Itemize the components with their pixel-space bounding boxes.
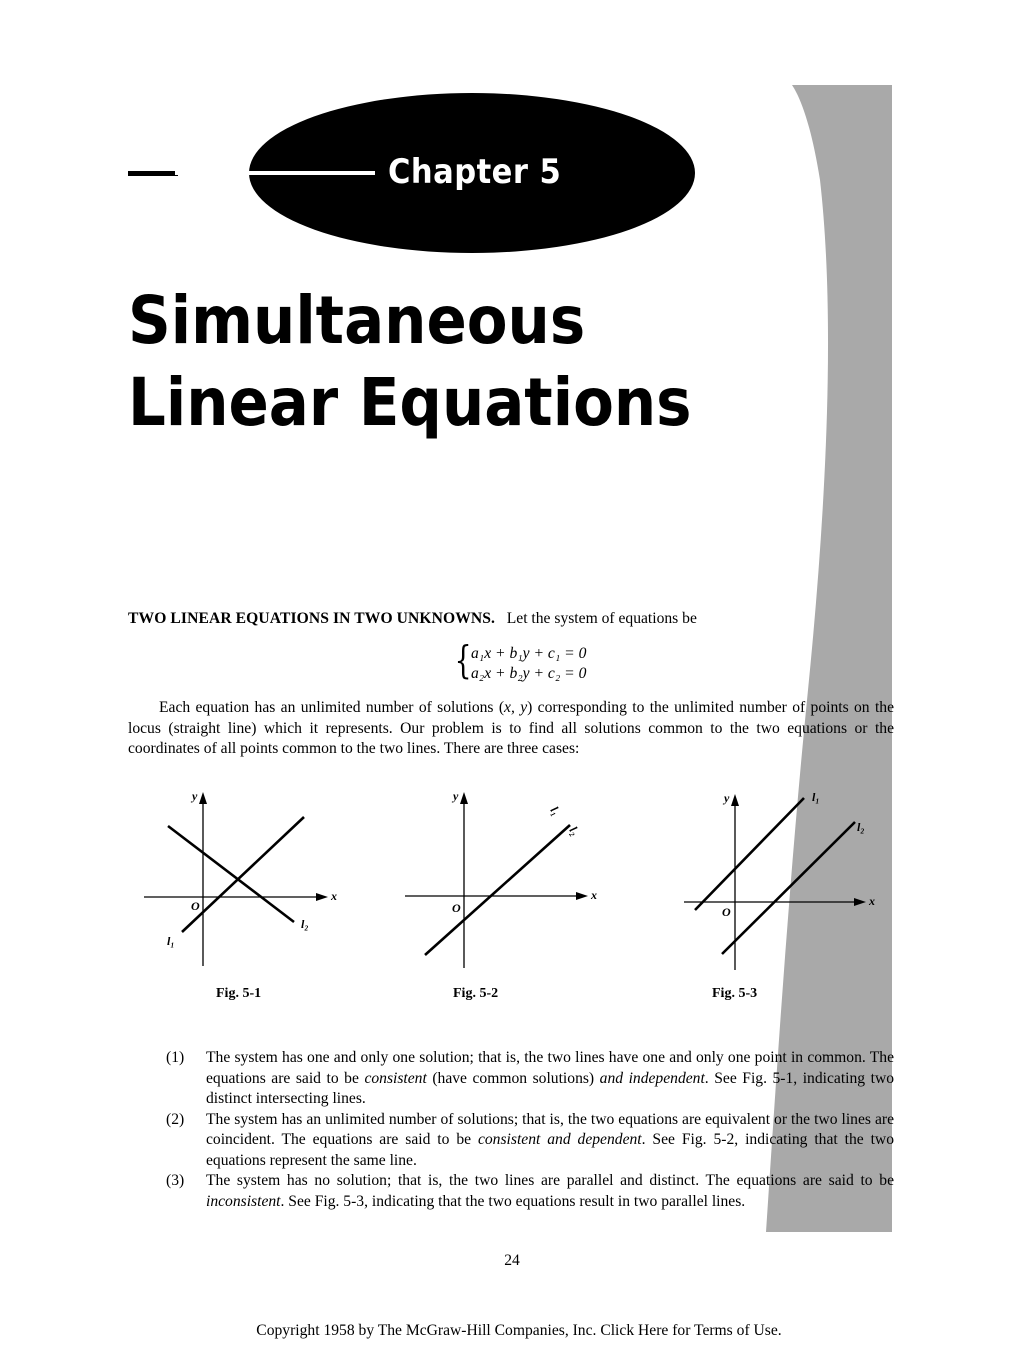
intro-paragraph-part1: Each equation has an unlimited number of solutions (	[159, 699, 505, 716]
case-text: (have common solutions)	[426, 1069, 600, 1087]
page-number: 24	[504, 1252, 520, 1269]
figure-5-3-caption: Fig. 5-3	[712, 986, 758, 1001]
figure-5-3	[680, 788, 890, 978]
line1-label: l₁	[547, 803, 564, 818]
terms-of-use-link[interactable]: Click Here for Terms of Use.	[600, 1322, 782, 1339]
y-axis-arrow-icon	[460, 792, 468, 804]
intro-paragraph-vars: x, y	[504, 699, 528, 716]
y-label: y	[453, 789, 459, 803]
x-axis-arrow-icon	[316, 893, 328, 901]
x-label: x	[331, 889, 337, 903]
line-l2	[722, 822, 855, 954]
x-label: x	[591, 888, 597, 902]
case-text: The system has no solution; that is, the two lines are parallel and distinct. The equations are said to be	[206, 1172, 894, 1189]
y-axis-arrow-icon	[199, 792, 207, 804]
section-lead: Let the system of equations be	[506, 610, 697, 627]
section-heading-line	[128, 610, 828, 628]
case-text: The system has an unlimited number of solutions; that is, the two equations are equivalent or the two lines are coincident. The equations are said to be	[206, 1110, 894, 1148]
line-l1	[695, 798, 804, 910]
x-axis-arrow-icon	[576, 892, 588, 900]
y-label: y	[192, 789, 198, 803]
equation-system	[454, 638, 587, 684]
case-term: consistent and dependent	[477, 1131, 642, 1148]
equation-1: a₁x + b₁y + c₁ = 0	[471, 645, 587, 662]
y-axis-arrow-icon	[731, 794, 739, 806]
figure-5-2	[400, 788, 610, 978]
brace-symbol: {	[454, 638, 472, 682]
case-number: (3)	[166, 1172, 185, 1189]
origin-label: O	[191, 899, 200, 913]
case-term: consistent	[364, 1069, 427, 1087]
line2-label: l₂	[857, 820, 865, 834]
case-item-2	[166, 1110, 894, 1172]
chapter-title-line1: Simultaneous	[128, 282, 586, 359]
figure-5-1	[140, 788, 340, 978]
case-text: The system has one and only one solution; that is, the two lines have one and only one point in common. The equations are said to be	[206, 1049, 894, 1087]
y-label: y	[724, 791, 730, 805]
case-text: . See Fig. 5-3, indicating that the two equations result in two parallel lines.	[280, 1192, 746, 1210]
case-text: . See Fig. 5-1, indicating two distinct intersecting lines.	[206, 1069, 895, 1107]
case-number: (2)	[166, 1110, 185, 1128]
line-l2	[168, 826, 294, 922]
case-term: inconsistent	[206, 1192, 281, 1210]
copyright-text: Copyright 1958 by The McGraw-Hill Companies, Inc.	[256, 1322, 597, 1339]
case-number: (1)	[166, 1049, 185, 1066]
section-heading: TWO LINEAR EQUATIONS IN TWO UNKNOWNS.	[128, 610, 496, 627]
figure-5-1-caption: Fig. 5-1	[216, 986, 262, 1001]
line1-label: l₁	[812, 790, 820, 804]
chapter-title-line2: Linear Equations	[128, 364, 692, 441]
figure-5-1-graph	[140, 788, 340, 973]
case-term: and independent	[599, 1069, 705, 1087]
x-axis-arrow-icon	[854, 898, 866, 906]
case-text: . See Fig. 5-2, indicating that the two equations represent the same line.	[206, 1131, 894, 1169]
chapter-title	[128, 280, 758, 444]
intro-paragraph-part2: ) corresponding to the unlimited number of points on the locus (straight line) which it represents. Our problem is to find all solutions common to the two equations or the coordinates of all points common to the two lines. There are three cases:	[128, 699, 894, 757]
figure-5-3-graph	[680, 788, 890, 973]
figure-5-2-graph	[400, 788, 610, 973]
line2-label: l₂	[301, 917, 309, 931]
x-label: x	[869, 894, 875, 908]
copyright-footer	[0, 1322, 1024, 1340]
intro-paragraph	[128, 698, 894, 760]
figure-5-2-caption: Fig. 5-2	[453, 986, 499, 1001]
line-l1-l2	[425, 825, 570, 955]
chapter-label: Chapter 5	[388, 152, 562, 192]
equation-2: a₂x + b₂y + c₂ = 0	[471, 665, 587, 682]
line2-label: l₂	[566, 823, 583, 838]
case-item-3	[166, 1171, 894, 1212]
case-list	[166, 1048, 894, 1212]
case-item-1	[166, 1048, 894, 1110]
origin-label: O	[722, 905, 731, 919]
line1-label: l₁	[167, 934, 175, 948]
origin-label: O	[452, 901, 461, 915]
